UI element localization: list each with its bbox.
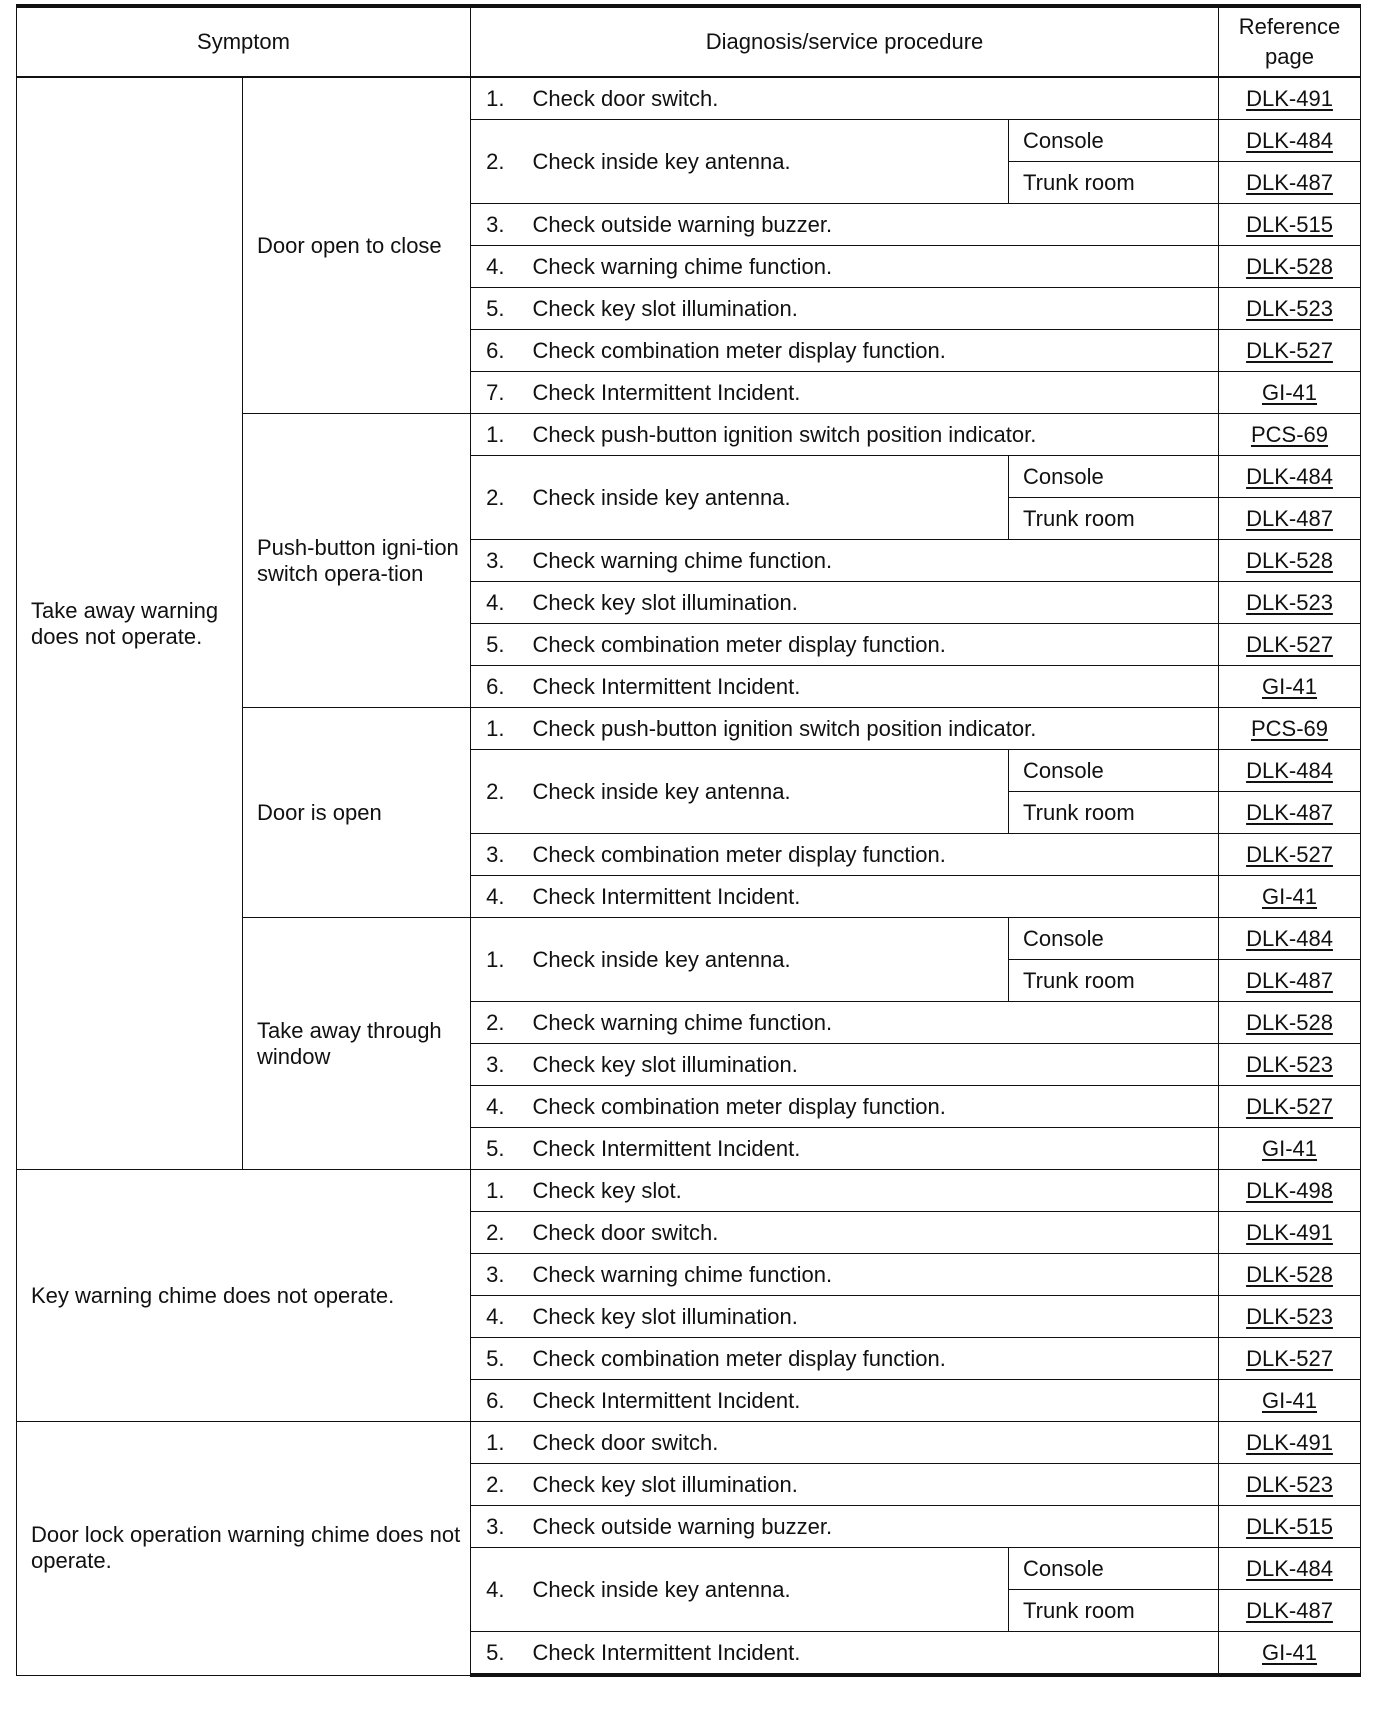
reference-cell — [1219, 204, 1361, 246]
reference-link[interactable]: GI-41 — [1262, 673, 1318, 699]
step-number: 4. — [471, 876, 509, 918]
step-number: 2. — [471, 1464, 509, 1506]
step-text: Check outside warning buzzer. — [509, 204, 1219, 246]
reference-link[interactable]: DLK-491 — [1246, 85, 1333, 111]
step-text: Check inside key antenna. — [509, 1548, 1009, 1632]
step-text: Check inside key antenna. — [509, 750, 1009, 834]
reference-link[interactable]: GI-41 — [1262, 1135, 1318, 1161]
reference-cell — [1219, 918, 1361, 960]
step-text: Check Intermittent Incident. — [509, 1380, 1219, 1422]
antenna-location: Console — [1009, 1548, 1219, 1590]
reference-cell — [1219, 1044, 1361, 1086]
step-text: Check combination meter display function. — [509, 1086, 1219, 1128]
step-number: 1. — [471, 708, 509, 750]
symptom-diagnosis-table — [16, 4, 1361, 1677]
step-number: 5. — [471, 1632, 509, 1676]
antenna-location: Trunk room — [1009, 960, 1219, 1002]
reference-cell — [1219, 708, 1361, 750]
reference-link[interactable]: DLK-487 — [1246, 799, 1333, 825]
reference-cell — [1219, 1590, 1361, 1632]
reference-cell — [1219, 666, 1361, 708]
step-number: 1. — [471, 918, 509, 1002]
reference-cell — [1219, 834, 1361, 876]
reference-cell — [1219, 1128, 1361, 1170]
header-reference — [1219, 6, 1361, 77]
reference-link[interactable]: DLK-515 — [1246, 211, 1333, 237]
diagnosis-table-container — [16, 4, 1360, 1677]
reference-cell — [1219, 498, 1361, 540]
reference-cell — [1219, 330, 1361, 372]
antenna-location: Console — [1009, 456, 1219, 498]
reference-link[interactable]: DLK-484 — [1246, 1555, 1333, 1581]
header-reference-line1: Reference — [1238, 14, 1341, 39]
reference-cell — [1219, 750, 1361, 792]
step-number: 4. — [471, 1548, 509, 1632]
header-procedure: Diagnosis/service procedure — [471, 6, 1219, 77]
step-text: Check key slot illumination. — [509, 288, 1219, 330]
step-number: 5. — [471, 624, 509, 666]
antenna-location: Trunk room — [1009, 792, 1219, 834]
reference-cell — [1219, 1632, 1361, 1676]
step-text: Check key slot illumination. — [509, 1296, 1219, 1338]
condition-cell: Take away through window — [243, 918, 471, 1170]
reference-cell — [1219, 1338, 1361, 1380]
step-text: Check push-button ignition switch position indicator. — [509, 414, 1219, 456]
reference-cell — [1219, 1212, 1361, 1254]
table-row — [17, 1422, 1361, 1464]
reference-link[interactable]: DLK-484 — [1246, 127, 1333, 153]
reference-cell — [1219, 1422, 1361, 1464]
reference-cell — [1219, 246, 1361, 288]
step-text: Check key slot illumination. — [509, 582, 1219, 624]
reference-link[interactable]: DLK-523 — [1246, 295, 1333, 321]
reference-cell — [1219, 1464, 1361, 1506]
reference-link[interactable]: DLK-484 — [1246, 463, 1333, 489]
step-number: 1. — [471, 1170, 509, 1212]
step-text: Check key slot illumination. — [509, 1044, 1219, 1086]
reference-cell — [1219, 77, 1361, 120]
step-number: 2. — [471, 120, 509, 204]
step-text: Check warning chime function. — [509, 540, 1219, 582]
step-text: Check Intermittent Incident. — [509, 1128, 1219, 1170]
reference-cell — [1219, 288, 1361, 330]
step-number: 3. — [471, 1506, 509, 1548]
reference-link[interactable]: DLK-528 — [1246, 1261, 1333, 1287]
reference-link[interactable]: DLK-527 — [1246, 1093, 1333, 1119]
step-text: Check Intermittent Incident. — [509, 1632, 1219, 1676]
step-text: Check outside warning buzzer. — [509, 1506, 1219, 1548]
symptom-cell: Door lock operation warning chime does not operate. — [17, 1422, 471, 1676]
step-number: 3. — [471, 834, 509, 876]
reference-cell — [1219, 1296, 1361, 1338]
reference-cell — [1219, 1254, 1361, 1296]
step-number: 6. — [471, 666, 509, 708]
reference-link[interactable]: DLK-491 — [1246, 1219, 1333, 1245]
step-number: 2. — [471, 456, 509, 540]
reference-link[interactable]: DLK-487 — [1246, 1597, 1333, 1623]
step-text: Check inside key antenna. — [509, 456, 1009, 540]
reference-cell — [1219, 372, 1361, 414]
step-number: 4. — [471, 246, 509, 288]
reference-link[interactable]: DLK-527 — [1246, 337, 1333, 363]
reference-cell — [1219, 582, 1361, 624]
step-text: Check Intermittent Incident. — [509, 876, 1219, 918]
reference-link[interactable]: DLK-498 — [1246, 1177, 1333, 1203]
reference-link[interactable]: DLK-528 — [1246, 1009, 1333, 1035]
step-number: 1. — [471, 77, 509, 120]
reference-link[interactable]: DLK-487 — [1246, 967, 1333, 993]
reference-link[interactable]: PCS-69 — [1250, 421, 1329, 447]
step-text: Check push-button ignition switch position indicator. — [509, 708, 1219, 750]
reference-link[interactable]: DLK-487 — [1246, 505, 1333, 531]
reference-cell — [1219, 1086, 1361, 1128]
reference-link[interactable]: DLK-527 — [1246, 841, 1333, 867]
step-number: 6. — [471, 330, 509, 372]
step-text: Check warning chime function. — [509, 246, 1219, 288]
step-text: Check door switch. — [509, 77, 1219, 120]
step-number: 5. — [471, 1338, 509, 1380]
step-number: 1. — [471, 1422, 509, 1464]
reference-link[interactable]: DLK-491 — [1246, 1429, 1333, 1455]
reference-link[interactable]: DLK-523 — [1246, 1471, 1333, 1497]
header-reference-line2: page — [1265, 44, 1314, 69]
step-number: 5. — [471, 288, 509, 330]
reference-link[interactable]: DLK-523 — [1246, 1051, 1333, 1077]
antenna-location: Trunk room — [1009, 1590, 1219, 1632]
reference-cell — [1219, 960, 1361, 1002]
step-number: 1. — [471, 414, 509, 456]
reference-cell — [1219, 414, 1361, 456]
step-text: Check combination meter display function. — [509, 330, 1219, 372]
step-text: Check warning chime function. — [509, 1254, 1219, 1296]
step-text: Check combination meter display function. — [509, 624, 1219, 666]
reference-cell — [1219, 876, 1361, 918]
reference-cell — [1219, 1548, 1361, 1590]
table-row — [17, 77, 1361, 120]
reference-link[interactable]: DLK-528 — [1246, 253, 1333, 279]
step-text: Check inside key antenna. — [509, 120, 1009, 204]
step-number: 4. — [471, 1296, 509, 1338]
header-symptom: Symptom — [17, 6, 471, 77]
antenna-location: Console — [1009, 750, 1219, 792]
reference-link[interactable]: PCS-69 — [1250, 715, 1329, 741]
condition-cell: Door is open — [243, 708, 471, 918]
reference-link[interactable]: DLK-523 — [1246, 589, 1333, 615]
step-number: 2. — [471, 1212, 509, 1254]
reference-cell — [1219, 540, 1361, 582]
reference-cell — [1219, 1506, 1361, 1548]
condition-cell: Door open to close — [243, 77, 471, 414]
antenna-location: Trunk room — [1009, 162, 1219, 204]
reference-link[interactable]: GI-41 — [1262, 883, 1318, 909]
step-text: Check door switch. — [509, 1212, 1219, 1254]
step-text: Check Intermittent Incident. — [509, 666, 1219, 708]
reference-link[interactable]: DLK-487 — [1246, 169, 1333, 195]
symptom-cell: Take away warning does not operate. — [17, 77, 243, 1170]
step-text: Check combination meter display function. — [509, 834, 1219, 876]
step-text: Check key slot illumination. — [509, 1464, 1219, 1506]
reference-cell — [1219, 1002, 1361, 1044]
step-number: 3. — [471, 540, 509, 582]
reference-link[interactable]: DLK-484 — [1246, 925, 1333, 951]
antenna-location: Console — [1009, 918, 1219, 960]
step-number: 4. — [471, 582, 509, 624]
reference-link[interactable]: DLK-523 — [1246, 1303, 1333, 1329]
step-number: 3. — [471, 1044, 509, 1086]
reference-cell — [1219, 162, 1361, 204]
step-number: 3. — [471, 1254, 509, 1296]
step-text: Check door switch. — [509, 1422, 1219, 1464]
condition-cell: Push-button igni-tion switch opera-tion — [243, 414, 471, 708]
step-text: Check combination meter display function. — [509, 1338, 1219, 1380]
reference-cell — [1219, 120, 1361, 162]
reference-link[interactable]: GI-41 — [1262, 379, 1318, 405]
symptom-cell: Key warning chime does not operate. — [17, 1170, 471, 1422]
reference-cell — [1219, 624, 1361, 666]
reference-link[interactable]: DLK-527 — [1246, 1345, 1333, 1371]
reference-cell — [1219, 456, 1361, 498]
reference-link[interactable]: DLK-515 — [1246, 1513, 1333, 1539]
step-number: 6. — [471, 1380, 509, 1422]
antenna-location: Trunk room — [1009, 498, 1219, 540]
step-number: 4. — [471, 1086, 509, 1128]
table-row — [17, 1170, 1361, 1212]
step-text: Check inside key antenna. — [509, 918, 1009, 1002]
reference-link[interactable]: DLK-527 — [1246, 631, 1333, 657]
step-number: 2. — [471, 1002, 509, 1044]
reference-link[interactable]: DLK-528 — [1246, 547, 1333, 573]
reference-link[interactable]: GI-41 — [1262, 1639, 1318, 1665]
reference-cell — [1219, 792, 1361, 834]
reference-cell — [1219, 1170, 1361, 1212]
step-number: 3. — [471, 204, 509, 246]
reference-link[interactable]: GI-41 — [1262, 1387, 1318, 1413]
reference-link[interactable]: DLK-484 — [1246, 757, 1333, 783]
step-text: Check Intermittent Incident. — [509, 372, 1219, 414]
step-number: 2. — [471, 750, 509, 834]
reference-cell — [1219, 1380, 1361, 1422]
antenna-location: Console — [1009, 120, 1219, 162]
step-text: Check key slot. — [509, 1170, 1219, 1212]
step-text: Check warning chime function. — [509, 1002, 1219, 1044]
table-header-row — [17, 6, 1361, 77]
step-number: 7. — [471, 372, 509, 414]
step-number: 5. — [471, 1128, 509, 1170]
